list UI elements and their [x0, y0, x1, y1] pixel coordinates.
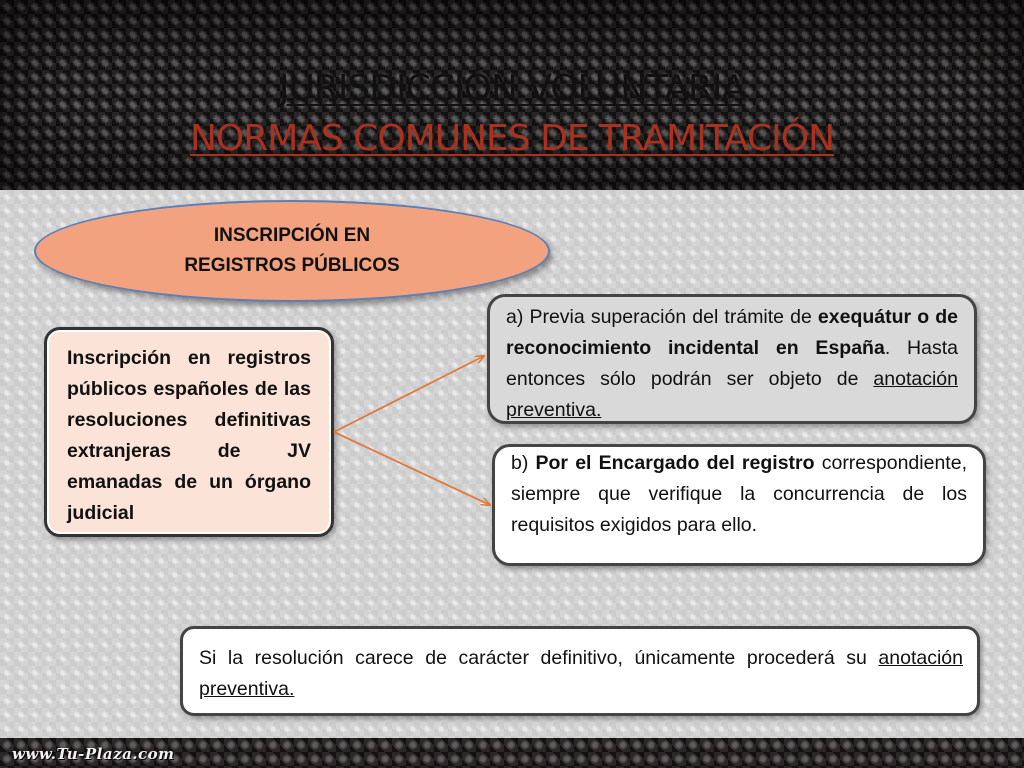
slide-title: JURISDICCIÓN VOLUNTARIA [278, 68, 746, 109]
option-b-box [492, 444, 986, 566]
option-a-middle: . Hasta entonces sólo podrán ser objeto de [506, 337, 958, 390]
slide-header [0, 0, 1024, 190]
inscription-box [44, 327, 334, 537]
inscription-text: Inscripción en registros públicos españoles de las resoluciones definitivas extranjeras de JV emanadas de un órgano judicial [67, 347, 311, 524]
option-b-bold: Por el Encargado del registro [535, 452, 815, 474]
note-underlined: anotación preventiva [199, 647, 963, 700]
note-prefix: Si la resolución carece de carácter definitivo, únicamente procederá su [199, 647, 879, 669]
option-a-suffix: . [595, 399, 602, 421]
option-a-box [487, 294, 977, 424]
option-b-prefix: b) [511, 452, 536, 474]
option-a-bold: exequátur o de reconocimiento incidental en España [506, 306, 958, 359]
topic-line-2: REGISTROS PÚBLICOS [184, 255, 400, 276]
option-a-prefix: a) Previa superación del trámite de [506, 306, 818, 328]
site-watermark: www.Tu-Plaza.com [12, 745, 175, 763]
slide-subtitle: NORMAS COMUNES DE TRAMITACIÓN [189, 118, 835, 159]
topic-line-1: INSCRIPCIÓN EN [213, 225, 371, 246]
note-suffix: . [288, 678, 295, 700]
slide-footer [0, 738, 1024, 768]
option-a-underlined: anotación preventiva [506, 368, 958, 421]
note-box [180, 626, 980, 716]
option-b-rest: correspondiente, siempre que verifique la concurrencia de los requisitos exigidos para ello. [511, 452, 967, 536]
topic-ellipse [34, 200, 550, 302]
